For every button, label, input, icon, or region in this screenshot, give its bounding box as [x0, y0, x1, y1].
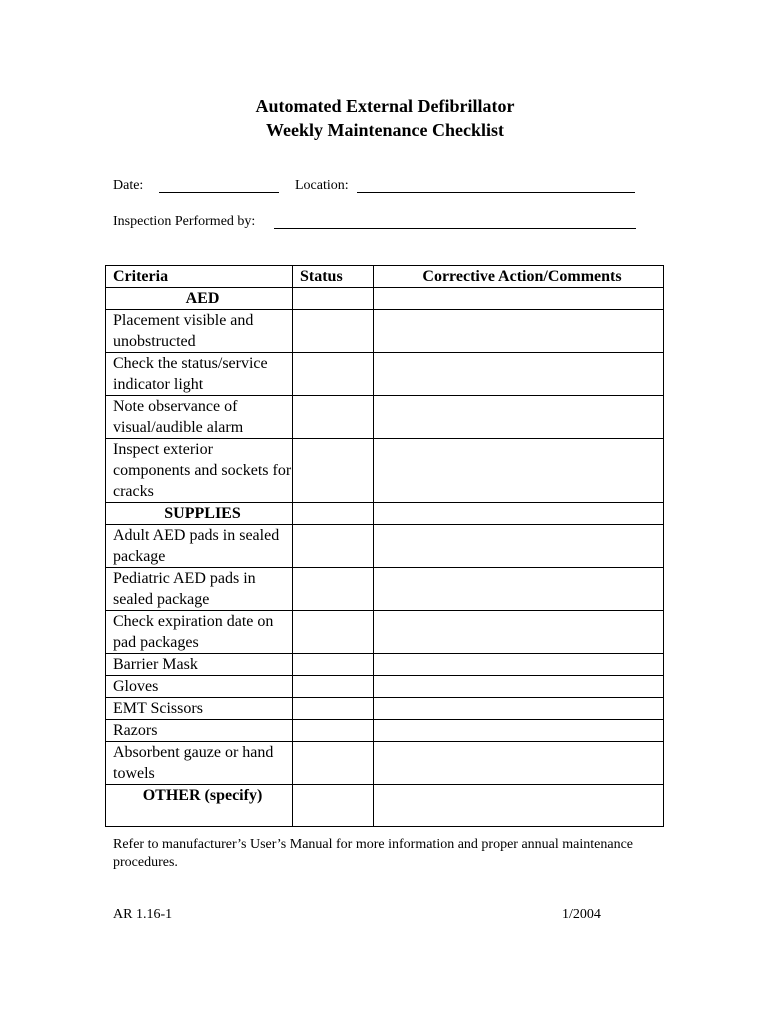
table-row [106, 353, 664, 396]
criteria-cell: Placement visible and unobstructed [106, 310, 293, 353]
document-title-line-1: Automated External Defibrillator [255, 96, 515, 116]
status-cell [293, 503, 374, 525]
criteria-cell: Pediatric AED pads in sealed package [106, 568, 293, 611]
comments-cell[interactable] [374, 676, 664, 698]
table-row [106, 568, 664, 611]
comments-cell[interactable] [374, 353, 664, 396]
location-field[interactable] [357, 192, 635, 193]
criteria-cell: Absorbent gauze or hand towels [106, 742, 293, 785]
criteria-cell: Note observance of visual/audible alarm [106, 396, 293, 439]
section-heading-aed: AED [106, 288, 293, 310]
location-label: Location: [295, 178, 349, 193]
date-field[interactable] [159, 192, 279, 193]
comments-cell [374, 503, 664, 525]
status-cell[interactable] [293, 310, 374, 353]
status-cell[interactable] [293, 698, 374, 720]
table-row [106, 525, 664, 568]
comments-cell[interactable] [374, 525, 664, 568]
table-row [106, 310, 664, 353]
status-cell [293, 288, 374, 310]
table-row [106, 720, 664, 742]
status-cell[interactable] [293, 396, 374, 439]
status-cell[interactable] [293, 654, 374, 676]
table-row [106, 439, 664, 503]
criteria-cell: Check expiration date on pad packages [106, 611, 293, 654]
comments-cell[interactable] [374, 654, 664, 676]
status-header: Status [293, 266, 374, 288]
comments-cell[interactable] [374, 698, 664, 720]
comments-cell[interactable] [374, 310, 664, 353]
date-label: Date: [113, 178, 144, 193]
table-header-row [106, 266, 664, 288]
corrective-action-header: Corrective Action/Comments [374, 266, 664, 288]
criteria-cell: Barrier Mask [106, 654, 293, 676]
criteria-cell: EMT Scissors [106, 698, 293, 720]
status-cell[interactable] [293, 439, 374, 503]
checklist-table [105, 265, 664, 827]
inspection-performed-by-label: Inspection Performed by: [113, 214, 256, 229]
status-cell[interactable] [293, 676, 374, 698]
section-row-supplies [106, 503, 664, 525]
table-row [106, 396, 664, 439]
status-cell[interactable] [293, 611, 374, 654]
criteria-cell: Check the status/service indicator light [106, 353, 293, 396]
section-heading-supplies: SUPPLIES [106, 503, 293, 525]
inspection-performed-by-field[interactable] [274, 228, 636, 229]
table-row [106, 742, 664, 785]
status-cell[interactable] [293, 525, 374, 568]
status-cell[interactable] [293, 720, 374, 742]
comments-cell[interactable] [374, 568, 664, 611]
criteria-cell: Adult AED pads in sealed package [106, 525, 293, 568]
form-number: AR 1.16-1 [113, 907, 173, 922]
table-row [106, 676, 664, 698]
comments-cell[interactable] [374, 396, 664, 439]
section-row-aed [106, 288, 664, 310]
document-title-line-2: Weekly Maintenance Checklist [266, 120, 504, 140]
comments-cell [374, 288, 664, 310]
section-heading-other[interactable]: OTHER (specify) [106, 785, 293, 827]
table-row [106, 698, 664, 720]
table-row [106, 654, 664, 676]
comments-cell[interactable] [374, 611, 664, 654]
status-cell[interactable] [293, 785, 374, 827]
criteria-cell: Gloves [106, 676, 293, 698]
status-cell[interactable] [293, 568, 374, 611]
section-row-other [106, 785, 664, 827]
comments-cell[interactable] [374, 785, 664, 827]
comments-cell[interactable] [374, 742, 664, 785]
comments-cell[interactable] [374, 720, 664, 742]
manual-reference-note: Refer to manufacturer’s User’s Manual for more information and proper annual maintenance procedures. [113, 837, 634, 870]
table-row [106, 611, 664, 654]
criteria-cell: Razors [106, 720, 293, 742]
revision-date: 1/2004 [562, 907, 601, 922]
criteria-cell: Inspect exterior components and sockets for cracks [106, 439, 293, 503]
status-cell[interactable] [293, 353, 374, 396]
status-cell[interactable] [293, 742, 374, 785]
comments-cell[interactable] [374, 439, 664, 503]
criteria-header: Criteria [106, 266, 293, 288]
